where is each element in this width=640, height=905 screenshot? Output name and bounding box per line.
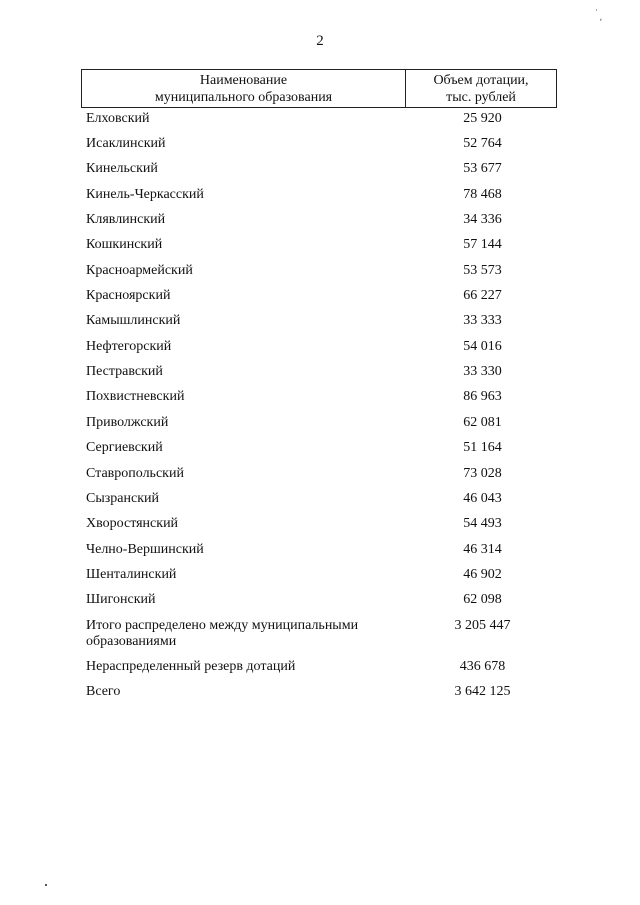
row-value: 66 227	[463, 288, 502, 303]
row-value: 53 677	[463, 161, 502, 176]
row-name: Красноярский	[86, 288, 171, 303]
row-name: Шигонский	[86, 592, 156, 607]
row-name: Пестравский	[86, 364, 163, 379]
row-name: Камышлинский	[86, 313, 181, 328]
row-name: Сергиевский	[86, 440, 163, 455]
row-name: Кинель-Черкасский	[86, 187, 204, 202]
row-name: Приволжский	[86, 415, 169, 430]
row-value: 62 081	[463, 415, 502, 430]
row-name: Хворостянский	[86, 516, 179, 531]
row-name: Челно-Вершинский	[86, 542, 204, 557]
row-name: Елховский	[86, 111, 150, 126]
header-value-line2: тыс. рублей	[446, 89, 516, 105]
row-name: Красноармейский	[86, 263, 193, 278]
row-name: Нераспределенный резерв дотаций	[86, 659, 296, 674]
row-name: Исаклинский	[86, 136, 166, 151]
row-value: 34 336	[463, 212, 502, 227]
row-name: Нефтегорский	[86, 339, 172, 354]
row-value: 436 678	[459, 659, 506, 674]
header-name-line1: Наименование	[199, 72, 288, 88]
row-value: 25 920	[463, 111, 502, 126]
row-value: 46 043	[463, 491, 502, 506]
scan-speck	[45, 884, 47, 886]
row-name: Ставропольский	[86, 466, 184, 481]
row-value: 3 205 447	[454, 618, 511, 633]
row-value: 57 144	[463, 237, 502, 252]
header-name-line2: муниципального образования	[154, 89, 333, 105]
row-name: Итого распределено между муниципальными образованиями	[86, 618, 359, 649]
row-value: 3 642 125	[454, 684, 511, 699]
corner-mark-1: ʿ	[595, 8, 598, 18]
row-value: 54 016	[463, 339, 502, 354]
row-value: 54 493	[463, 516, 502, 531]
row-value: 62 098	[463, 592, 502, 607]
corner-mark-2: ʹ	[600, 17, 602, 27]
row-value: 46 314	[463, 542, 502, 557]
row-value: 78 468	[463, 187, 502, 202]
row-value: 86 963	[463, 389, 502, 404]
row-name: Всего	[86, 684, 121, 699]
header-value-line1: Объем дотации,	[433, 72, 529, 88]
row-value: 46 902	[463, 567, 502, 582]
row-value: 33 333	[463, 313, 502, 328]
row-name: Кошкинский	[86, 237, 163, 252]
row-name: Похвистневский	[86, 389, 185, 404]
row-value: 52 764	[463, 136, 502, 151]
row-value: 51 164	[463, 440, 502, 455]
row-value: 73 028	[463, 466, 502, 481]
row-name: Сызранский	[86, 491, 159, 506]
row-value: 33 330	[463, 364, 502, 379]
row-name: Кинельский	[86, 161, 158, 176]
row-value: 53 573	[463, 263, 502, 278]
row-name: Шенталинский	[86, 567, 177, 582]
page-number: 2	[316, 33, 324, 49]
row-name: Клявлинский	[86, 212, 166, 227]
